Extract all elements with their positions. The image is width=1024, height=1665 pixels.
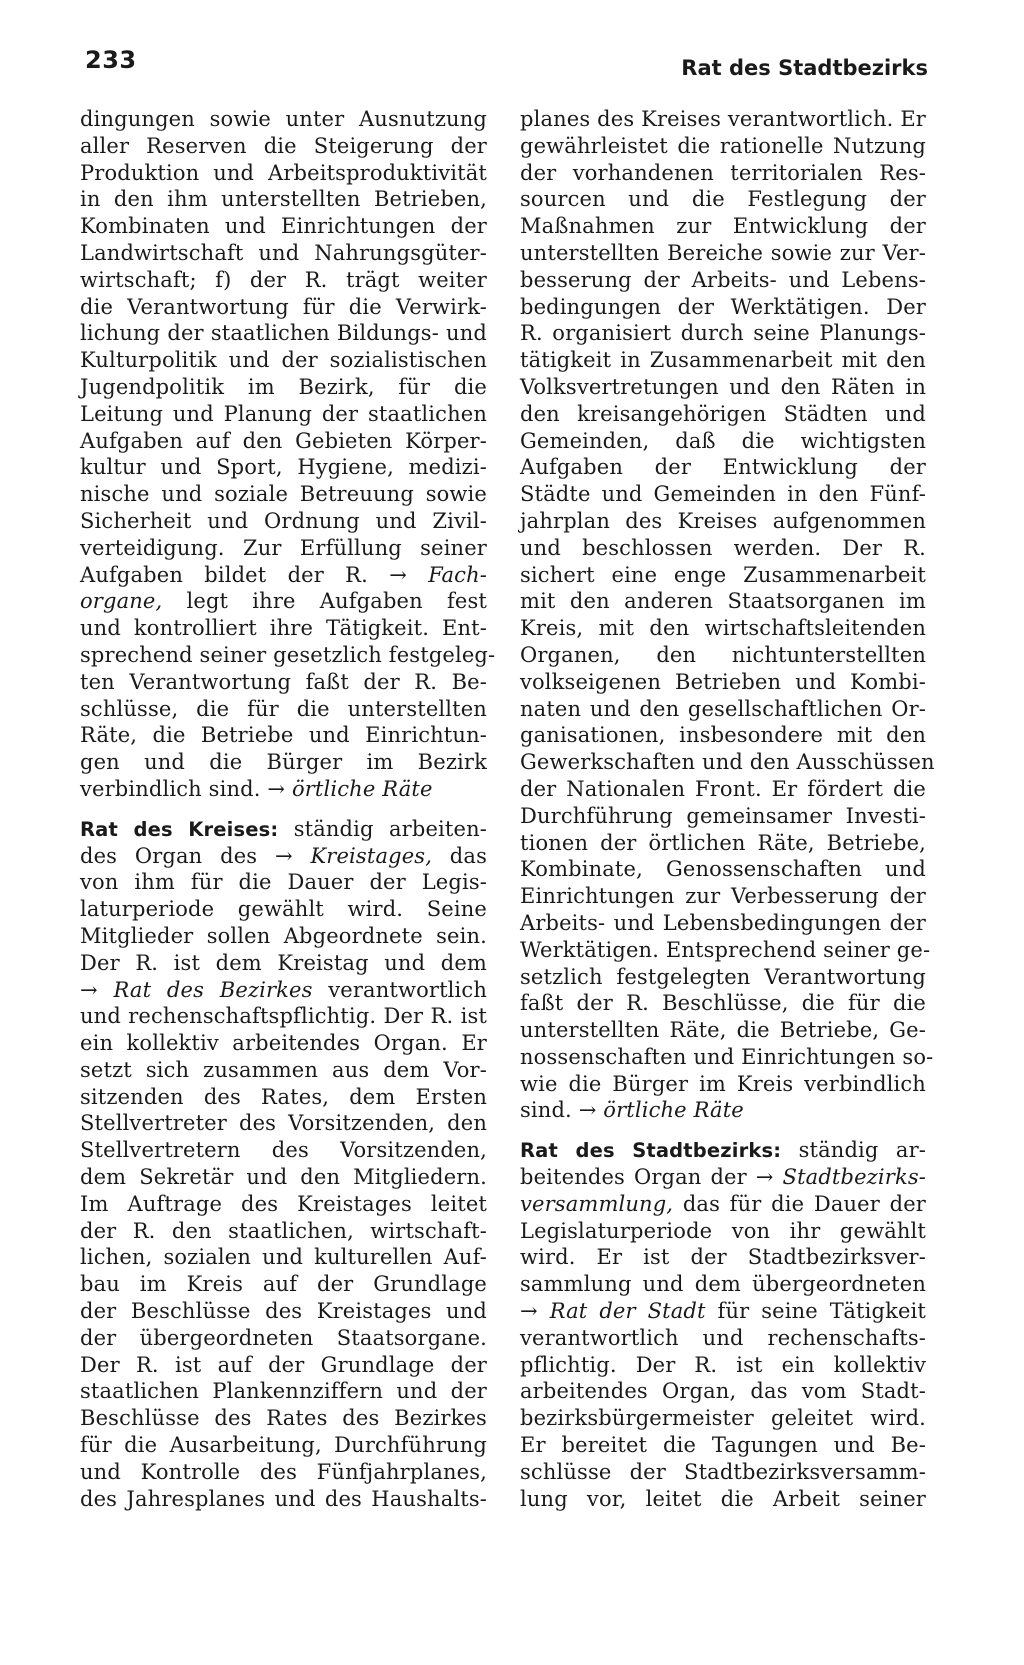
text-line: und beschlossen werden. Der R. [520,535,926,560]
text-line: Einrichtungen zur Verbesserung der [520,884,926,909]
cross-reference-link[interactable]: örtliche Räte [291,776,433,801]
lemma-rat-des-kreises: Rat des Kreises: [80,817,279,841]
text-line: lung vor, leitet die Arbeit seiner [520,1486,926,1511]
text-run: verbindlich sind. [80,776,268,801]
cross-reference-link[interactable]: Stadtbezirks- [782,1165,926,1190]
text-line: volkseigenen Betrieben und Kombi- [520,669,926,694]
text-line [520,1097,926,1124]
text-line: des Jahresplanes und des Haushalts- [80,1486,487,1511]
text-line: setzlich festgelegten Verantwortung [520,964,926,989]
text-run: das [432,843,487,868]
right-column [520,106,935,1512]
text-line: verantwortlich und rechenschafts- [520,1325,926,1350]
entry-heading-line [80,816,487,843]
text-run: das für die Dauer der [673,1191,926,1216]
text-line: Kreis, mit den wirtschaftsleitenden [520,616,926,641]
text-run: verantwortlich [312,977,487,1002]
text-line: arbeitendes Organ, das vom Stadt- [520,1379,926,1404]
text-line [520,1164,926,1191]
cross-reference-link[interactable]: Rat des Bezirkes [113,977,313,1002]
text-line: Kulturpolitik und der sozialistischen [80,348,487,373]
text-line: pflichtig. Der R. ist ein kollektiv [520,1352,926,1377]
text-line: Leitung und Planung der staatlichen [80,401,487,426]
cross-reference-link[interactable]: Rat der Stadt [549,1299,706,1324]
text-run: legt ihre Aufgaben fest [162,589,487,614]
text-line: verteidigung. Zur Erfüllung seiner [80,535,487,560]
text-line: lichung der staatlichen Bildungs- und [80,321,487,346]
text-line: den kreisangehörigen Städten und [520,401,926,426]
text-line: Aufgaben auf den Gebieten Körper- [80,428,487,453]
cross-reference-link[interactable]: versammlung, [520,1191,674,1216]
text-line: tionen der örtlichen Räte, Betriebe, [520,830,926,855]
text-line: und kontrolliert ihre Tätigkeit. Ent- [80,616,487,641]
cross-reference-link[interactable]: organe, [80,589,163,614]
text-run: ständig ar- [781,1138,927,1163]
text-line: tätigkeit in Zusammenarbeit mit den [520,348,926,373]
text-line: staatlichen Plankennziffern und der [80,1379,487,1404]
text-run: für seine Tätigkeit [705,1299,926,1324]
text-line: der Nationalen Front. Er fördert die [520,776,926,801]
text-line: Jugendpolitik im Bezirk, für die [80,374,487,399]
text-line: lichen, sozialen und kulturellen Auf- [80,1245,487,1270]
text-line: die Verantwortung für die Verwirk- [80,294,487,319]
text-line [80,562,487,589]
text-line: schlüsse, die für die unterstellten [80,696,487,721]
text-line: Volksvertretungen und den Räten in [520,374,926,399]
arrow-icon: → [80,977,114,1002]
text-run: des Organ des [80,843,275,868]
text-line: bezirksbürgermeister geleitet wird. [520,1406,926,1431]
running-head: Rat des Stadtbezirks [681,56,928,80]
text-line: Kombinate, Genossenschaften und [520,857,926,882]
text-line: und Kontrolle des Fünfjahrplanes, [80,1459,487,1484]
text-line: gewährleistet die rationelle Nutzung [520,133,926,158]
text-line: in den ihm unterstellten Betrieben, [80,187,487,212]
text-line: dingungen sowie unter Ausnutzung [80,107,487,131]
text-line: Im Auftrage des Kreistages leitet [80,1191,487,1216]
text-line: wirtschaft; f) der R. trägt weiter [80,267,487,292]
text-line: gen und die Bürger im Bezirk [80,750,487,775]
text-line: Arbeits- und Lebensbedingungen der [520,910,926,935]
arrow-icon: → [520,1299,550,1324]
text-line: und rechenschaftspflichtig. Der R. ist [80,1004,487,1029]
arrow-icon: → [578,1098,604,1123]
text-line: Städte und Gemeinden in den Fünf- [520,482,926,507]
text-line: von ihm für die Dauer der Legis- [80,870,487,895]
text-line: Aufgaben der Entwicklung der [520,455,926,480]
text-line: Maßnahmen zur Entwicklung der [520,214,926,239]
text-line: sourcen und die Festlegung der [520,187,926,212]
text-line: sprechend seiner gesetzlich festgeleg- [80,642,496,667]
text-line [520,1191,926,1218]
text-line: mit den anderen Staatsorganen im [520,589,926,614]
text-line: nossenschaften und Einrichtungen so- [520,1044,934,1069]
text-line: Organen, den nichtunterstellten [520,642,926,667]
text-line: Sicherheit und Ordnung und Zivil- [80,508,487,533]
text-line: Landwirtschaft und Nahrungsgüter- [80,240,487,265]
text-line: für die Ausarbeitung, Durchführung [80,1433,487,1458]
text-line [80,588,487,615]
text-line: Durchführung gemeinsamer Investi- [520,803,926,828]
text-line: Der R. ist auf der Grundlage der [80,1352,487,1377]
text-line: der übergeordneten Staatsorgane. [80,1325,487,1350]
text-line: der R. den staatlichen, wirtschaft- [80,1218,487,1243]
text-line: der Beschlüsse des Kreistages und [80,1299,487,1324]
text-line: ganisationen, insbesondere mit den [520,723,926,748]
arrow-icon: → [755,1165,783,1190]
text-line: unterstellten Bereiche sowie zur Ver- [520,240,926,265]
text-line: Werktätigen. Entsprechend seiner ge- [520,937,931,962]
text-line: jahrplan des Kreises aufgenommen [520,508,926,533]
text-line: sichert eine enge Zusammenarbeit [520,562,926,587]
left-column [80,106,496,1512]
text-run: ständig arbeiten- [278,816,487,841]
text-line: dem Sekretär und den Mitgliedern. [80,1165,487,1190]
text-line: Gewerkschaften und den Ausschüssen [520,750,935,775]
text-run: beitendes Organ der [520,1165,756,1190]
text-line: Räte, die Betriebe und Einrichtun- [80,723,487,748]
text-line: Beschlüsse des Rates des Bezirkes [80,1406,487,1431]
arrow-icon: → [274,843,311,868]
text-line: Gemeinden, daß die wichtigsten [520,428,926,453]
text-line: schlüsse der Stadtbezirksversamm- [520,1459,926,1484]
text-line [520,1298,926,1325]
text-line: naten und den gesellschaftlichen Or- [520,696,926,721]
text-line: laturperiode gewählt wird. Seine [80,897,487,922]
arrow-icon: → [267,776,292,801]
cross-reference-link[interactable]: Fach- [428,562,487,587]
text-line: Der R. ist dem Kreistag und dem [80,950,487,975]
text-line: faßt der R. Beschlüsse, die für die [520,991,926,1016]
text-line: R. organisiert durch seine Planungs- [520,321,926,346]
text-line: ein kollektiv arbeitendes Organ. Er [80,1031,487,1056]
text-line: unterstellten Räte, die Betriebe, Ge- [520,1018,926,1043]
text-line: aller Reserven die Steigerung der [80,133,487,158]
page-number: 233 [85,46,137,74]
text-line: sitzenden des Rates, dem Ersten [80,1084,487,1109]
text-line [80,776,487,803]
arrow-icon: → [389,562,429,587]
text-line: der vorhandenen territorialen Res- [520,160,926,185]
text-line: Mitglieder sollen Abgeordnete sein. [80,923,487,948]
cross-reference-link[interactable]: örtliche Räte [603,1098,744,1123]
text-run: Aufgaben bildet der R. [80,562,390,587]
text-line: bedingungen der Werktätigen. Der [520,294,926,319]
text-line: setzt sich zusammen aus dem Vor- [80,1057,487,1082]
text-line: Produktion und Arbeitsproduktivität [80,160,487,185]
entry-heading-line [520,1137,926,1164]
text-line: Er bereitet die Tagungen und Be- [520,1433,926,1458]
text-line [80,977,487,1004]
text-line: nische und soziale Betreuung sowie [80,482,487,507]
text-line: besserung der Arbeits- und Lebens- [520,267,926,292]
text-line: Stellvertreter des Vorsitzenden, den [80,1111,487,1136]
text-line: wie die Bürger im Kreis verbindlich [520,1071,926,1096]
text-line: Kombinaten und Einrichtungen der [80,214,487,239]
text-line: ten Verantwortung faßt der R. Be- [80,669,487,694]
cross-reference-link[interactable]: Kreistages, [310,843,433,868]
text-line: kultur und Sport, Hygiene, medizi- [80,455,487,480]
text-line: sammlung und dem übergeordneten [520,1272,926,1297]
text-line [80,843,487,870]
text-line: wird. Er ist der Stadtbezirksver- [520,1245,926,1270]
text-line: planes des Kreises verantwortlich. Er [520,107,926,131]
lemma-rat-des-stadtbezirks: Rat des Stadtbezirks: [520,1139,782,1163]
text-line: Stellvertretern des Vorsitzenden, [80,1138,487,1163]
text-run: sind. [520,1098,579,1123]
text-line: bau im Kreis auf der Grundlage [80,1272,487,1297]
text-line: Legislaturperiode von ihr gewählt [520,1218,926,1243]
